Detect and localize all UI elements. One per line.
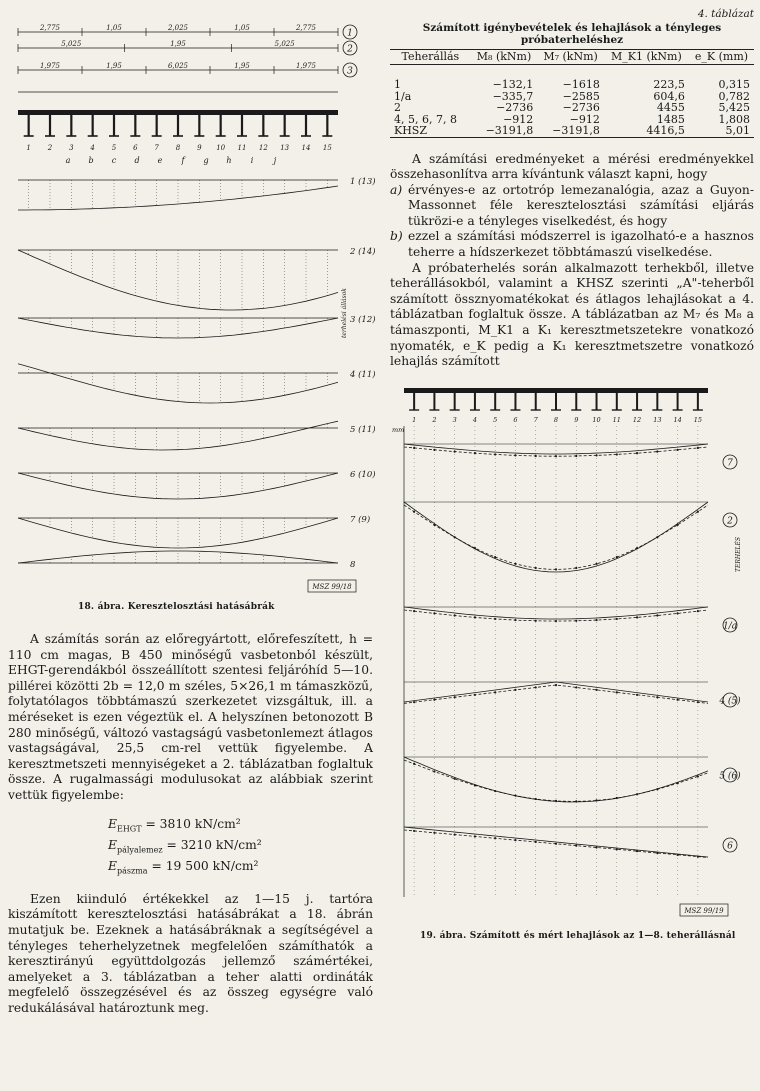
beam-number: 10	[216, 144, 226, 152]
curve-label: 5 (11)	[350, 425, 376, 435]
figure-19-deflections	[390, 382, 754, 927]
measured-point	[494, 618, 496, 620]
table-row: 2 −2736 −2736 4455 5,425	[394, 101, 750, 114]
table-4	[390, 49, 754, 138]
curve-label: 4 (11)	[350, 370, 376, 380]
measured-point	[697, 510, 699, 512]
measured-point	[555, 568, 557, 570]
measured-point	[433, 770, 435, 772]
right-column	[390, 8, 754, 941]
beam-number: 2	[47, 144, 53, 152]
measured-point	[514, 839, 516, 841]
figure-18-caption: 18. ábra. Keresztelosztási hatásábrák	[78, 602, 275, 612]
beam-number: 14	[301, 144, 311, 152]
beam-number: 9	[197, 144, 202, 152]
measured-point	[433, 524, 435, 526]
measured-point	[656, 852, 658, 854]
table-4-title: Számított igénybevételek és lehajlások a tényleges próbaterheléshez	[422, 22, 722, 46]
section-letter: i	[250, 156, 254, 165]
measured-point	[555, 800, 557, 802]
measured-point	[656, 536, 658, 538]
dimension-label: 1,95	[234, 62, 250, 70]
measured-point	[535, 455, 537, 457]
beam-number: 8	[553, 415, 559, 424]
measured-point	[575, 844, 577, 846]
table-4-label: 4. táblázat	[697, 8, 754, 20]
col-header: e_K (mm)	[689, 50, 754, 65]
measured-point	[514, 619, 516, 621]
measured-point	[636, 694, 638, 696]
measured-point	[454, 696, 456, 698]
curve-label: 8	[350, 560, 356, 570]
measured-point	[514, 689, 516, 691]
dimension-label: 1,95	[170, 40, 186, 48]
beam-number: 12	[632, 415, 642, 424]
beam-number: 4	[472, 415, 478, 424]
side-note: terhelési állások	[341, 288, 348, 338]
list-item: b) ezzel a számítási módszerrel is igazolható-e a hasznos teherre a hídszerkezet többtámaszú viselkedése.	[390, 229, 754, 260]
measured-point	[454, 614, 456, 616]
calculated-curve	[404, 607, 708, 619]
beam-number: 1	[26, 144, 31, 152]
row-marker: 3	[347, 66, 353, 77]
measured-point	[636, 793, 638, 795]
section-letter: d	[134, 156, 140, 165]
row-marker: 1	[347, 28, 353, 39]
measured-point	[494, 453, 496, 455]
influence-curve	[18, 421, 338, 450]
beam-number: 8	[175, 144, 181, 152]
measured-point	[433, 449, 435, 451]
measured-point	[494, 556, 496, 558]
measured-point	[555, 684, 557, 686]
section-letter: c	[111, 156, 117, 165]
list-item: a) érvényes-e az ortotróp lemezanalógia, azaz a Guyon-Massonnet féle keresztelosztási számítási eljárás tükrözi-e a tényleges viselkedést, és hogy	[390, 182, 754, 228]
beam-number: 3	[69, 144, 74, 152]
measured-point	[656, 696, 658, 698]
side-note: TERHELÉS	[735, 536, 742, 572]
formula-palyalemez: $E_{pályalemez} = 3210$ kN/cm²	[108, 837, 262, 855]
beam-number: 3	[452, 415, 457, 424]
measured-point	[636, 452, 638, 454]
curve-label: 7	[727, 458, 733, 469]
beam-number: 13	[653, 415, 662, 424]
section-letter: j	[273, 156, 277, 165]
measured-point	[454, 536, 456, 538]
measured-point	[494, 837, 496, 839]
measured-point	[413, 610, 415, 612]
measured-point	[616, 453, 618, 455]
beam-number: 5	[111, 144, 117, 152]
dimension-label: 2,775	[39, 24, 61, 32]
col-header: M₈ (kNm)	[471, 50, 538, 65]
measured-point	[595, 799, 597, 801]
measured-point	[595, 563, 597, 565]
figure-19-stamp: MSZ 99/19	[684, 906, 724, 915]
section-letter: f	[181, 156, 185, 165]
measured-point	[636, 547, 638, 549]
measured-point	[494, 691, 496, 693]
dimension-label: 5,025	[61, 40, 82, 48]
dimension-label: 2,775	[295, 24, 317, 32]
dimension-label: 2,025	[167, 24, 189, 32]
beam-number: 5	[493, 415, 498, 424]
measured-point	[433, 612, 435, 614]
measured-point	[677, 782, 679, 784]
measured-point	[535, 686, 537, 688]
deck-slab	[18, 110, 338, 115]
curve-label: 3 (12)	[350, 315, 376, 325]
table-row: KHSZ −3191,8 −3191,8 4416,5 5,01	[390, 125, 754, 137]
measured-point	[555, 620, 557, 622]
curve-label: 1/a	[722, 621, 738, 632]
measured-point	[656, 788, 658, 790]
curve-label: 2 (14)	[350, 247, 376, 257]
measured-point	[555, 455, 557, 457]
curve-label: 5 (6)	[719, 771, 741, 782]
table-row: 4, 5, 6, 7, 8 −912 −912 1485 1,808	[394, 112, 750, 126]
measured-point	[433, 698, 435, 700]
axis-unit: mm	[392, 425, 405, 434]
measured-point	[535, 567, 537, 569]
measured-point	[697, 701, 699, 703]
beam-number: 9	[574, 415, 579, 424]
beam-number: 7	[533, 415, 538, 424]
curve-label: 6 (10)	[350, 470, 376, 480]
measured-point	[413, 830, 415, 832]
measured-point	[636, 616, 638, 618]
measured-point	[454, 778, 456, 780]
beam-number: 11	[612, 415, 621, 424]
measured-point	[514, 454, 516, 456]
left-paragraph-2: Ezen kiinduló értékekkel az 1—15 j. tartóra kiszámított keresztelosztási hatásábrákat a 18. ábrán mutatjuk be. Ezeknek a hatásábráknak a segítségével a tényleges teherhelyzetnek megfelelően számíthatók a keresztirányú együttdolgozás jellemző számértékei, amelyeket a 3. táblázatban a teher alatti ordináták megfelelő összegzésével és az összeg egységre való redukálásával határoztunk meg.	[8, 891, 373, 1016]
section-letter: a	[65, 156, 71, 165]
calculated-curve	[404, 444, 708, 454]
right-paragraph-2: A próbaterhelés során alkalmazott terhekből, illetve teherállásokból, valamint a KHSZ szerinti „A"-teherből számított össznyomatékokat és átlagos lehajlásokat a 4. táblázatban foglaltuk össze. A táblázatban az M₇ és M₈ a támaszponti, M_K1 a K₁ keresztmetszetekre vonatkozó nyomaték, e_K pedig a K₁ keresztmetszetre vonatkozó lehajlás számított	[390, 260, 754, 369]
measured-point	[677, 612, 679, 614]
measured-point	[575, 455, 577, 457]
measured-point	[474, 835, 476, 837]
beam-number: 6	[513, 415, 518, 424]
measured-point	[677, 449, 679, 451]
measured-point	[514, 563, 516, 565]
dimension-label: 6,025	[167, 62, 189, 70]
measured-point	[575, 567, 577, 569]
measured-point	[474, 784, 476, 786]
measured-point	[474, 616, 476, 618]
measured-point	[433, 831, 435, 833]
row-marker: 2	[347, 44, 353, 55]
measured-point	[616, 848, 618, 850]
question-list	[390, 183, 754, 261]
dimension-label: 5,025	[274, 40, 295, 48]
measured-point	[616, 797, 618, 799]
beam-number: 11	[237, 144, 247, 152]
beam-number: 15	[322, 144, 332, 152]
beam-number: 14	[673, 415, 682, 424]
table-header-row	[390, 50, 754, 65]
dimension-label: 1,975	[39, 62, 61, 70]
beam-number: 1	[412, 415, 417, 424]
left-column	[8, 18, 376, 1017]
right-paragraph-1: A számítási eredményeket a mérési eredményekkel összehasonlítva arra kívántunk választ kapni, hogy	[390, 151, 754, 182]
measured-point	[535, 620, 537, 622]
dimension-label: 1,05	[234, 24, 250, 32]
dimension-label: 1,95	[106, 62, 122, 70]
figure-18-influence-lines	[8, 18, 376, 598]
measured-point	[413, 763, 415, 765]
measured-point	[656, 450, 658, 452]
curve-label: 1 (13)	[350, 177, 376, 187]
measured-point	[697, 775, 699, 777]
measured-point	[595, 846, 597, 848]
curve-label: 7 (9)	[350, 515, 371, 525]
calculated-curve	[404, 827, 708, 857]
measured-point	[535, 798, 537, 800]
beam-number: 15	[693, 415, 703, 424]
measured-point	[535, 841, 537, 843]
section-letter: h	[226, 156, 232, 165]
section-letter: b	[88, 156, 94, 165]
measured-point	[514, 794, 516, 796]
col-header: M_K1 (kNm)	[604, 50, 689, 65]
curve-label: 6	[727, 841, 733, 852]
measured-point	[413, 701, 415, 703]
measured-point	[555, 843, 557, 845]
left-paragraph-1: A számítás során az előregyártott, előrefeszített, h = 110 cm magas, B 450 minőségű vasbetonból készült, EHGT-gerendákból összeállított szentesi feljáróhíd 5—10. pillérei közötti 2b = 12,0 m széles, 5×26,1 m támaszközű, folytatólagos többtámaszú szerkezetet vizsgáltuk, ill. a méréseket is ezen végeztük el. A helyszínen betonozott B 280 minőségű, változó vastagságú vasbetonlemezt átlagos vastagságával, 25,5 cm-rel vettük figyelembe. A keresztmetszeti mennyiségeket a 2. táblázatban foglaltuk össze. A rugalmassági modulusokat az alábbiak szerint vettük figyelembe:	[8, 632, 373, 802]
dimension-label: 1,975	[295, 62, 317, 70]
measured-point	[616, 556, 618, 558]
measured-point	[677, 524, 679, 526]
measured-point	[454, 833, 456, 835]
measured-point	[454, 450, 456, 452]
deck-slab	[404, 388, 708, 393]
measured-point	[595, 454, 597, 456]
calculated-curve	[404, 757, 708, 802]
measured-point	[474, 694, 476, 696]
formula-ehgt: $E_{EHGT} = 3810$ kN/cm²	[108, 816, 241, 833]
beam-number: 7	[154, 144, 159, 152]
measured-point	[616, 691, 618, 693]
curve-label: 4 (5)	[719, 696, 741, 707]
curve-label: 2	[727, 516, 733, 527]
measured-point	[413, 447, 415, 449]
measured-point	[413, 510, 415, 512]
col-header: Teherállás	[390, 50, 471, 65]
measured-point	[636, 850, 638, 852]
table-row: 1 −132,1 −1618 223,5 0,315	[394, 78, 750, 91]
section-letter: e	[157, 156, 163, 165]
measured-point	[595, 689, 597, 691]
beam-number: 6	[133, 144, 138, 152]
measured-point	[697, 447, 699, 449]
measured-point	[616, 618, 618, 620]
dimension-label: 1,05	[106, 24, 122, 32]
measured-point	[575, 800, 577, 802]
figure-18-stamp: MSZ 99/18	[312, 583, 352, 591]
measured-point	[474, 547, 476, 549]
measured-point	[575, 620, 577, 622]
modulus-formulas	[108, 816, 373, 880]
measured-point	[474, 452, 476, 454]
measured-point	[656, 614, 658, 616]
table-row: 1/a −335,7 −2585 604,6 0,782	[394, 89, 750, 103]
measured-point	[575, 686, 577, 688]
formula-paszma: $E_{pászma} = 19$ 500 kN/cm²	[108, 859, 259, 876]
measured-point	[677, 854, 679, 856]
measured-point	[494, 790, 496, 792]
beam-number: 12	[258, 144, 268, 152]
measured-point	[697, 610, 699, 612]
beam-number: 10	[592, 415, 601, 424]
calculated-curve	[404, 502, 708, 572]
beam-number: 2	[432, 415, 437, 424]
measured-point	[677, 698, 679, 700]
beam-number: 13	[280, 144, 290, 152]
measured-point	[595, 619, 597, 621]
col-header: M₇ (kNm)	[537, 50, 604, 65]
measured-point	[697, 855, 699, 857]
beam-number: 4	[90, 144, 95, 152]
figure-19-caption: 19. ábra. Számított és mért lehajlások az 1—8. teherállásnál	[420, 930, 736, 941]
section-letter: g	[203, 156, 209, 165]
